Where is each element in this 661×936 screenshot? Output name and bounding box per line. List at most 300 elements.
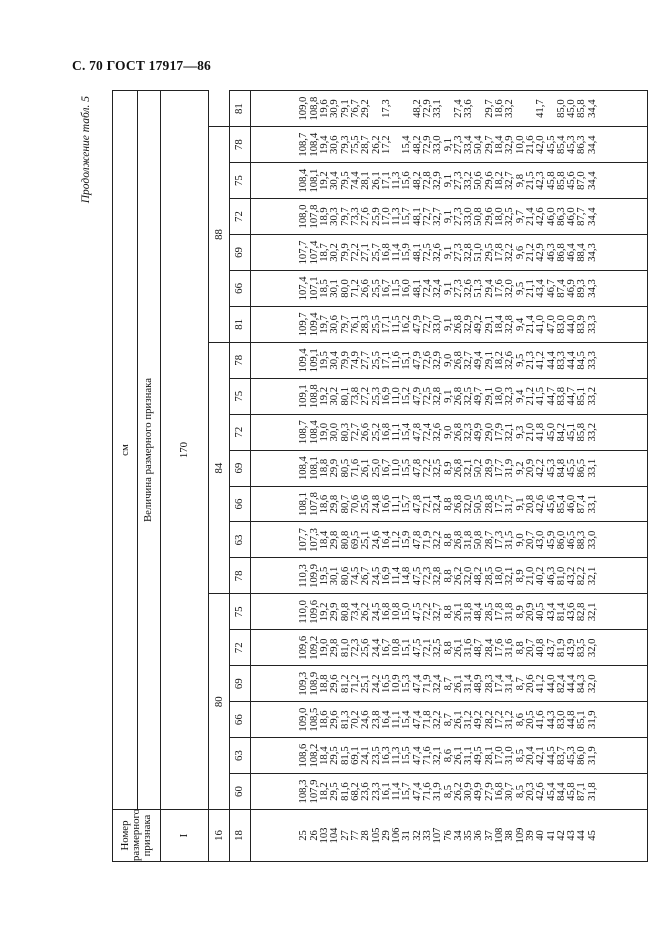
value-column — [250, 558, 648, 594]
table-cell-value: 32,6 — [432, 422, 444, 442]
table-cell-value: 33,0 — [432, 135, 444, 154]
table-cell-value: 107,4 — [308, 240, 320, 265]
table-cell-value: 83,8 — [555, 386, 567, 406]
table-cell-value: 83,0 — [555, 710, 567, 729]
table-cell-value: 27,3 — [452, 279, 464, 298]
table-cell-value: 43,4 — [535, 279, 547, 298]
table-cell-value: 81,6 — [339, 782, 351, 801]
table-cell-value: 27,1 — [360, 243, 372, 262]
table-cell-value: 72,4 — [422, 422, 433, 442]
table-cell-value: 43,2 — [566, 566, 578, 586]
table-cell-value: 19,5 — [319, 566, 331, 586]
table-cell-value: 24,8 — [370, 494, 382, 514]
row-id: 76 — [442, 830, 454, 841]
table-cell-value: 42,2 — [535, 458, 547, 478]
row-id-column — [250, 810, 648, 862]
group-80-cell: 80 — [209, 594, 230, 810]
table-cell-value: 16,7 — [380, 638, 392, 658]
table-cell-value: 8,5 — [442, 784, 454, 799]
table-cell-value: 8,8 — [442, 605, 454, 619]
table-cell-value: 108,2 — [308, 743, 320, 768]
table-cell-value: 47,4 — [411, 710, 423, 729]
table-cell-value: 15,4 — [401, 710, 413, 729]
table-cell-value: 30,1 — [329, 279, 341, 298]
table-cell-value: 80,8 — [339, 602, 351, 622]
table-cell-value: 43,0 — [535, 530, 547, 550]
table-cell-value: 25,2 — [370, 422, 382, 442]
table-cell-value: 15,9 — [401, 243, 413, 262]
table-cell-value: 8,8 — [442, 497, 454, 511]
table-cell-value: 109,7 — [298, 312, 310, 337]
table-cell-value: 81,3 — [339, 710, 351, 729]
table-cell-value: 18,2 — [494, 351, 506, 370]
table-cell-value: 44,0 — [566, 315, 578, 334]
table-cell-value: 32,5 — [432, 458, 444, 478]
table-cell-value: 49,2 — [473, 710, 485, 729]
table-cell-value: 31,1 — [463, 746, 475, 765]
table-cell-value: 47,5 — [411, 566, 423, 586]
table-cell-value: 29,0 — [483, 422, 495, 442]
table-cell-value: 18,0 — [494, 207, 506, 226]
table-cell-value: 31,6 — [463, 638, 475, 658]
row-id: 29 — [380, 830, 392, 841]
table-cell-value: 82,8 — [576, 602, 588, 622]
table-cell-value: 108,7 — [298, 132, 310, 157]
table-cell-value: 9,0 — [442, 353, 454, 367]
table-cell-value: 16,4 — [380, 710, 392, 729]
table-cell-value: 21,4 — [524, 207, 536, 226]
table-cell-value: 17,2 — [380, 135, 392, 154]
table-cell-value: 16,8 — [380, 243, 392, 262]
table-cell-value: 107,3 — [308, 528, 320, 552]
table-cell-value: 9,1 — [442, 209, 454, 224]
table-cell-value: 25,5 — [370, 351, 382, 370]
column-id-cell: 75 — [229, 594, 250, 630]
table-cell-value: 29,6 — [483, 207, 495, 226]
table-cell-value: 72,9 — [422, 99, 433, 118]
table-cell-value: 18,4 — [319, 746, 331, 765]
table-cell-value: 72,9 — [422, 135, 433, 154]
val-18-cell: 18 — [229, 810, 250, 862]
table-cell-value: 24,4 — [370, 638, 382, 658]
table-cell-value: 32,0 — [463, 566, 475, 586]
table-cell-value: 8,9 — [514, 569, 526, 583]
table-cell-value: 89,3 — [576, 279, 588, 298]
table-cell-value: 19,7 — [319, 315, 331, 334]
table-cell-value: 32,5 — [504, 207, 516, 226]
table-cell-value: 21,2 — [524, 386, 536, 406]
table-cell-value: 32,3 — [504, 386, 516, 406]
table-cell-value: 41,5 — [535, 386, 547, 406]
table-cell-value: 20,9 — [524, 458, 536, 478]
table-cell-value: 86,5 — [576, 458, 588, 478]
table-cell-value: 9,1 — [442, 138, 454, 152]
row-id: 105 — [370, 827, 382, 844]
table-cell-value: 28,3 — [360, 315, 372, 334]
table-cell-value: 82,4 — [555, 674, 567, 693]
table-cell-value: 15,2 — [401, 386, 413, 406]
table-cell-value: 33,3 — [586, 315, 598, 334]
table-cell-value: 85,8 — [576, 99, 588, 118]
table-cell-value: 8,8 — [442, 641, 454, 655]
row-id: 36 — [473, 830, 485, 841]
table-cell-value: 109,4 — [298, 348, 310, 373]
table-cell-value: 108,1 — [298, 492, 310, 516]
table-cell-value: 15,3 — [401, 674, 413, 693]
table-cell-value: 25,1 — [360, 674, 372, 693]
table-cell-value: 32,0 — [586, 638, 598, 658]
table-cell-value: 32,7 — [432, 602, 444, 622]
table-cell-value: 15,9 — [401, 530, 413, 550]
table-cell-value: 16,8 — [380, 602, 392, 622]
table-cell-value: 11,2 — [391, 530, 403, 550]
table-cell-value: 74,9 — [349, 351, 361, 370]
table-cell-value: 29,2 — [360, 99, 372, 118]
table-cell-value: 87,0 — [576, 171, 588, 190]
table-cell-value: 27,3 — [452, 243, 464, 262]
table-cell-value: 86,0 — [576, 746, 588, 765]
row-id: 42 — [555, 830, 567, 841]
table-cell-value: 26,1 — [452, 710, 464, 729]
table-cell-value: 28,8 — [483, 494, 495, 514]
group-84-cell: 84 — [209, 342, 230, 594]
table-cell-value: 45,0 — [545, 422, 557, 442]
table-cell-value: 47,5 — [411, 638, 423, 658]
row-id: 108 — [494, 827, 506, 844]
row-id: 43 — [566, 830, 578, 841]
table-cell-value: 70,2 — [349, 710, 361, 729]
table-cell-value: 69,5 — [349, 530, 361, 550]
table-cell-value: 42,6 — [535, 207, 547, 226]
table-cell-value: 107,4 — [298, 276, 310, 301]
table-cell-value: 8,9 — [514, 605, 526, 619]
table-cell-value: 19,2 — [319, 171, 331, 190]
table-cell-value: 81,5 — [339, 746, 351, 765]
table-cell-value: 32,1 — [463, 458, 475, 478]
row-id: 109 — [514, 827, 526, 844]
row-id: 103 — [319, 827, 331, 844]
row-id: 33 — [422, 830, 433, 841]
table-cell-value: 15,7 — [401, 782, 413, 801]
table-cell-value: 40,8 — [535, 638, 547, 658]
table-cell-value: 20,9 — [524, 602, 536, 622]
table-cell-value: 11,1 — [391, 710, 403, 729]
table-cell-value: 17,1 — [380, 171, 392, 190]
value-column — [250, 306, 648, 342]
table-cell-value: 14,8 — [401, 566, 413, 586]
row-id: 39 — [524, 830, 536, 841]
table-cell-value: 72,3 — [349, 638, 361, 658]
table-cell-value: 83,5 — [576, 638, 588, 658]
table-cell-value: 26,8 — [452, 458, 464, 478]
table-cell-value: 72,2 — [422, 602, 433, 622]
row-id: 45 — [586, 830, 598, 841]
value-column — [250, 414, 648, 450]
table-cell-value: 44,4 — [566, 351, 578, 370]
value-column — [250, 666, 648, 702]
table-cell-value: 72,1 — [422, 494, 433, 514]
value-column — [250, 378, 648, 414]
table-cell-value: 18,4 — [494, 315, 506, 334]
table-cell-value: 46,5 — [566, 530, 578, 550]
table-cell-value: 49,9 — [473, 782, 485, 801]
table-cell-value: 46,0 — [566, 207, 578, 226]
table-cell-value: 108,4 — [308, 420, 320, 445]
table-cell-value: 18,5 — [319, 279, 331, 298]
table-cell-value: 32,8 — [432, 566, 444, 586]
table-cell-value: 32,0 — [463, 494, 475, 514]
table-cell-value: 32,6 — [463, 279, 475, 298]
table-cell-value: 16,8 — [380, 422, 392, 442]
table-cell-value: 20,3 — [524, 782, 536, 801]
table-cell-value: 107,9 — [308, 779, 320, 804]
table-cell-value: 26,1 — [452, 602, 464, 622]
table-cell-value: 42,0 — [535, 135, 547, 154]
table-cell-value: 18,0 — [494, 566, 506, 586]
table-cell-value: 82,2 — [576, 566, 588, 586]
row-id: 40 — [535, 830, 547, 841]
table-cell-value: 16,7 — [380, 458, 392, 478]
table-cell-value: 48,9 — [473, 674, 485, 693]
table-cell-value: 26,2 — [360, 602, 372, 622]
value-column — [250, 127, 648, 163]
table-cell-value: 26,1 — [452, 674, 464, 693]
table-cell-value: 80,0 — [339, 279, 351, 298]
table-cell-value: 17,3 — [380, 99, 392, 118]
table-cell-value: 27,7 — [360, 351, 372, 370]
table-cell-value: 33,0 — [432, 315, 444, 334]
table-cell-value: 110,3 — [298, 564, 310, 588]
row-id: 28 — [360, 830, 372, 841]
row-id: 77 — [349, 830, 361, 841]
table-cell-value: 41,2 — [535, 674, 547, 693]
table-cell-value: 26,1 — [452, 638, 464, 658]
table-cell-value: 32,7 — [432, 207, 444, 226]
table-cell-value: 80,8 — [339, 530, 351, 550]
table-cell-value: 17,8 — [494, 243, 506, 262]
table-cell-value: 16,9 — [380, 566, 392, 586]
table-cell-value: 45,9 — [545, 530, 557, 550]
table-cell-value: 33,0 — [463, 207, 475, 226]
table-cell-value: 73,8 — [349, 386, 361, 406]
value-column — [250, 163, 648, 199]
table-cell-value: 32,7 — [504, 171, 516, 190]
table-cell-value: 28,7 — [360, 135, 372, 154]
table-cell-value: 28,1 — [360, 171, 372, 190]
table-cell-value: 74,5 — [349, 566, 361, 586]
table-cell-value: 109,1 — [308, 348, 320, 373]
table-cell-value: 18,4 — [494, 135, 506, 154]
table-cell-value: 16,0 — [401, 279, 413, 298]
table-cell-value: 9,5 — [514, 353, 526, 367]
table-cell-value: 17,0 — [494, 746, 506, 765]
table-cell-value: 46,0 — [566, 494, 578, 514]
table-cell-value: 79,7 — [339, 207, 351, 226]
table-cell-value: 74,4 — [349, 171, 361, 190]
table-cell-value: 32,9 — [432, 171, 444, 190]
table-cell-value: 20,8 — [524, 494, 536, 514]
table-cell-value: 42,3 — [535, 171, 547, 190]
table-cell-value: 21,2 — [524, 243, 536, 262]
table-cell-value: 25,3 — [370, 386, 382, 406]
table-cell-value: 108,6 — [298, 743, 310, 768]
table-cell-value: 9,8 — [514, 173, 526, 188]
row-id: 31 — [401, 830, 413, 841]
table-cell-value: 28,4 — [483, 638, 495, 658]
column-id-cell: 72 — [229, 414, 250, 450]
table-cell-value: 47,5 — [411, 602, 423, 622]
table-cell-value: 50,5 — [473, 494, 485, 514]
table-cell-value: 8,8 — [514, 641, 526, 655]
table-cell-value: 72,1 — [422, 638, 433, 658]
table-cell-value: 30,4 — [329, 171, 341, 190]
table-cell-value: 10,9 — [391, 674, 403, 693]
table-cell-value: 16,8 — [494, 782, 506, 801]
val-16-cell: 16 — [209, 810, 230, 862]
table-cell-value: 30,2 — [329, 243, 341, 262]
table-cell-value: 17,0 — [380, 207, 392, 226]
table-cell-value: 46,9 — [566, 279, 578, 298]
table-cell-value: 81,4 — [555, 602, 567, 622]
table-cell-value: 19,0 — [319, 638, 331, 658]
table-cell-value: 48,7 — [473, 638, 485, 658]
column-id-cell: 75 — [229, 378, 250, 414]
table-cell-value: 15,5 — [401, 458, 413, 478]
table-cell-value: 46,4 — [566, 243, 578, 262]
table-cell-value: 109,4 — [308, 312, 320, 337]
column-id-cell: 78 — [229, 127, 250, 163]
table-cell-value: 30,1 — [329, 566, 341, 586]
row-id: 26 — [308, 830, 320, 841]
table-cell-value: 85,1 — [576, 386, 588, 406]
table-cell-value: 44,8 — [566, 710, 578, 729]
table-cell-value: 107,7 — [298, 528, 310, 552]
table-cell-value: 16,1 — [380, 782, 392, 801]
table-cell-value: 29,4 — [483, 279, 495, 298]
value-column — [250, 594, 648, 630]
table-cell-value: 21,1 — [524, 279, 536, 298]
table-cell-value: 71,9 — [422, 530, 433, 550]
table-cell-value: 8,5 — [514, 784, 526, 799]
table-cell-value: 85,8 — [555, 171, 567, 190]
table-cell-value: 8,5 — [514, 748, 526, 763]
table-cell-value: 109,2 — [308, 635, 320, 660]
table-cell-value: 18,4 — [319, 530, 331, 550]
table-cell-value: 45,4 — [545, 782, 557, 801]
table-cell-value: 32,1 — [504, 566, 516, 586]
table-cell-value: 8,9 — [442, 461, 454, 475]
table-cell-value: 26,8 — [452, 530, 464, 550]
table-cell-value: 18,6 — [494, 99, 506, 118]
table-cell-value: 25,7 — [370, 243, 382, 262]
table-cell-value: 32,7 — [463, 351, 475, 370]
table-cell-value: 41,7 — [535, 99, 547, 118]
table-cell-value: 19,4 — [319, 135, 331, 154]
table-cell-value: 34,4 — [586, 171, 598, 190]
column-id-cell: 66 — [229, 486, 250, 522]
table-cell-value: 25,6 — [360, 494, 372, 514]
table-cell-value: 72,6 — [422, 351, 433, 370]
table-cell-value: 29,6 — [329, 674, 341, 693]
table-cell-value: 29,6 — [483, 171, 495, 190]
table-cell-value: 45,3 — [566, 746, 578, 765]
table-cell-value: 108,4 — [308, 132, 320, 157]
table-cell-value: 11,0 — [391, 459, 403, 478]
table-cell-value: 16,9 — [380, 386, 392, 406]
table-cell-value: 29,7 — [483, 135, 495, 154]
table-cell-value: 32,1 — [432, 746, 444, 765]
table-cell-value: 80,3 — [339, 422, 351, 442]
value-column — [250, 235, 648, 271]
table-cell-value: 44,7 — [545, 386, 557, 406]
table-cell-value: 31,4 — [504, 674, 516, 693]
table-cell-value: 18,9 — [319, 207, 331, 226]
table-cell-value: 49,2 — [473, 315, 485, 334]
table-cell-value: 81,9 — [555, 638, 567, 658]
table-cell-value: 85,1 — [576, 710, 588, 729]
table-cell-value: 11,4 — [391, 782, 403, 801]
column-id-cell: 72 — [229, 630, 250, 666]
table-cell-value: 26,2 — [370, 135, 382, 154]
table-cell-value: 45,5 — [545, 135, 557, 154]
value-column — [250, 702, 648, 738]
value-column — [250, 522, 648, 558]
table-cell-value: 108,4 — [298, 168, 310, 193]
table-cell-value: 16,5 — [380, 674, 392, 693]
column-id-cell: 81 — [229, 91, 250, 127]
row-id: 41 — [545, 830, 557, 841]
table-cell-value: 27,3 — [452, 207, 464, 226]
table-cell-value: 50,8 — [473, 207, 485, 226]
table-cell-value: 11,3 — [391, 171, 403, 190]
table-cell-value: 31,2 — [504, 710, 516, 729]
table-cell-value: 84,5 — [576, 351, 588, 370]
column-id-cell: 60 — [229, 774, 250, 810]
table-cell-value: 72,5 — [422, 243, 433, 262]
table-cell-value: 84,2 — [555, 422, 567, 442]
table-cell-value: 108,5 — [308, 707, 320, 732]
table-cell-value: 27,2 — [360, 386, 372, 406]
table-cell-value: 17,1 — [380, 351, 392, 370]
table-cell-value: 15,7 — [401, 207, 413, 226]
table-cell-value: 86,3 — [555, 207, 567, 226]
table-cell-value: 31,9 — [586, 710, 598, 729]
table-cell-value: 79,9 — [339, 243, 351, 262]
table-cell-value: 21,6 — [524, 135, 536, 154]
table-cell-value: 9,2 — [514, 461, 526, 475]
table-cell-value: 17,9 — [494, 422, 506, 442]
table-cell-value: 30,9 — [463, 782, 475, 801]
row-id: 25 — [298, 830, 310, 841]
table-cell-value: 108,8 — [308, 384, 320, 409]
table-cell-value: 30,7 — [504, 782, 516, 801]
table-cell-value: 69,1 — [349, 746, 361, 765]
table-cell-value: 79,1 — [339, 99, 351, 118]
table-cell-value: 70,6 — [349, 494, 361, 514]
table-cell-value: 20,7 — [524, 638, 536, 658]
table-cell-value: 86,3 — [576, 135, 588, 154]
table-cell-value: 15,7 — [401, 494, 413, 514]
column-id-cell: 66 — [229, 270, 250, 306]
table-cell-value: 42,6 — [535, 494, 547, 514]
table-cell-value: 48,4 — [473, 602, 485, 622]
table-cell-value: 9,1 — [442, 281, 454, 296]
table-cell-value: 41,0 — [535, 315, 547, 334]
row-id: 27 — [339, 830, 351, 841]
table-cell-value: 27,3 — [452, 135, 464, 154]
table-cell-value: 43,7 — [545, 638, 557, 658]
table-cell-value: 8,6 — [442, 748, 454, 763]
